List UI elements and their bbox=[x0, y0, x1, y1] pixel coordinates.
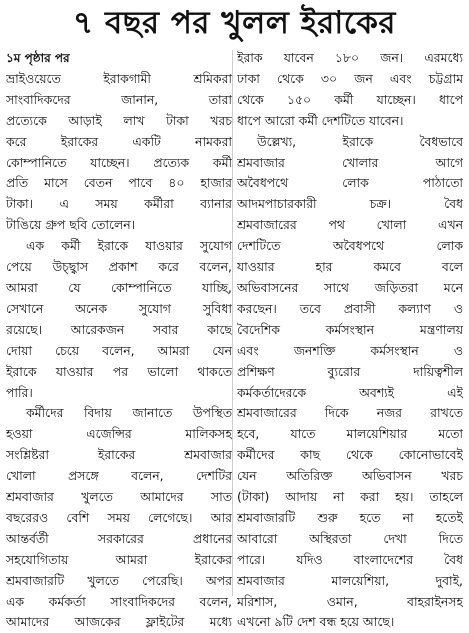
text-line: শ্রমবাজার খুলতে আমাদের সাত bbox=[6, 489, 232, 505]
text-line: ঢাকা থেকে ৩০ জন এবং চট্টগ্রাম bbox=[237, 70, 463, 86]
text-line: পেয়ে উচ্ছ্বাস প্রকাশ করে বলেন, bbox=[6, 259, 232, 275]
continuation-label: ১ম পৃষ্ঠার পর bbox=[6, 51, 70, 65]
text-line: প্রতি মাসে বেতন পাবে ৪০ হাজার bbox=[6, 175, 232, 191]
text-line: আবারো অস্থিরতা দেখা দিতে bbox=[237, 530, 463, 546]
text-line: ভ্রাইওয়েতে ইরাকগামী শ্রমিকরা bbox=[6, 70, 232, 86]
text-line: ধাপে আরো কর্মী দেশটিতে যাবেন। bbox=[237, 112, 404, 128]
text-line: হওয়া এজেন্সির মালিকসহ bbox=[6, 426, 232, 442]
text-line: আদমপাচারকারী চক্র। বৈধ bbox=[237, 196, 463, 212]
text-line: খোলা প্রসঙ্গে বলেন, দেশটির bbox=[6, 468, 232, 484]
text-line: শ্রমবাজারের দিকে নজর রাখতে bbox=[237, 405, 463, 421]
text-line: টাঙিয়ে গ্রুপ ছবি তোলেন। bbox=[6, 217, 136, 233]
text-line: উল্লেখ্য, ইরাকে বৈধভাবে bbox=[257, 133, 463, 149]
text-line: বছরেরও বেশি সময় লেগেছে। আর bbox=[6, 509, 232, 525]
text-line: শ্রমবাজার খোলার আগে bbox=[237, 154, 463, 170]
right-column bbox=[237, 48, 463, 633]
text-line: দেশটিতে অবৈধপথে লোক bbox=[237, 238, 463, 254]
text-line: কর্মীদের বিদায় জানাতে উপস্থিত bbox=[26, 405, 232, 421]
text-line: বৈদেশিক কর্মসংস্থান মন্ত্রণালয় bbox=[237, 321, 463, 337]
text-line: এখনো ৯টি দেশ বন্ধ হয়ে আছে। bbox=[237, 614, 395, 630]
left-column bbox=[6, 48, 232, 633]
text-line: প্রত্যেকে আড়াই লাখ টাকা খরচ bbox=[6, 112, 232, 128]
text-line: যাওয়ার হার কমবে বলে bbox=[237, 259, 463, 275]
text-line: এক কর্মী ইরাকে যাওয়ার সুযোগ bbox=[26, 238, 232, 254]
text-line: আমাদের আজকের ফ্লাইটের মধ্যে bbox=[6, 614, 232, 630]
text-line: দোয়া চেয়ে বলেন, আমরা যেন bbox=[6, 342, 232, 358]
text-line: মরিশাস, ওমান, বাহরাইনসহ bbox=[237, 593, 463, 609]
text-line: সাংবাদিকদের জানান, তারা bbox=[6, 91, 232, 107]
text-line: হবে, যাতে মালয়েশিয়ার মতো bbox=[237, 426, 463, 442]
text-line: সেখানে অনেক সুযোগ সুবিধা bbox=[6, 300, 232, 316]
text-line: শ্রমবাজারটি খুলতে পেরেছি। অপর bbox=[6, 572, 232, 588]
text-line: কর্মীদের কাছ থেকে কোনোভাবেই bbox=[237, 447, 463, 463]
text-line: অবৈধপথে লোক পাঠাতো bbox=[237, 175, 463, 191]
article-headline: ৭ বছর পর খুলল ইরাকের bbox=[73, 5, 396, 41]
text-line: কোম্পানিতে যাচ্ছেন। প্রত্যেক কর্মী bbox=[6, 154, 232, 170]
text-line: টাকা। এ সময় কর্মীরা ব্যানার bbox=[6, 196, 232, 212]
text-line: পারি। bbox=[6, 384, 33, 400]
right-column-text bbox=[237, 48, 463, 633]
text-line: শ্রমবাজারটি শুরু হতে না হতেই bbox=[237, 509, 463, 525]
text-line: পারে। যদিও বাংলাদেশের বৈধ bbox=[237, 551, 463, 567]
text-line: শ্রমবাজারের পথ খোলা এখন bbox=[237, 217, 463, 233]
text-line: ইরাকে যাওয়ার পর ভালো থাকতে bbox=[6, 363, 232, 379]
text-line: কর্মকর্তাদেরকে অবশ্যই এই bbox=[237, 384, 463, 400]
text-line: রয়েছে। আরেকজন সবার কাছে bbox=[6, 321, 232, 337]
text-line: অভিবাসনের সাথে জড়িতরা মনে bbox=[237, 279, 463, 295]
text-line: আমরা যে কোম্পানিতে যাচ্ছি, bbox=[6, 279, 232, 295]
column-divider bbox=[232, 50, 233, 596]
text-line: সহযোগিতায় আমরা ইরাকের bbox=[6, 551, 232, 567]
text-line: ইরাক যাবেন ১৮০ জন। এরমধ্যে bbox=[237, 50, 463, 65]
text-line: যেন অতিরিক্ত অভিবাসন খরচ bbox=[237, 468, 463, 484]
text-line: (টাকা) আদায় না করা হয়। তাহলে bbox=[237, 489, 463, 505]
text-line: সংশ্লিষ্টরা ইরাকের শ্রমবাজার bbox=[6, 447, 232, 463]
text-line: করছেন। তবে প্রবাসী কল্যাণ ও bbox=[237, 300, 463, 316]
text-line: প্রশিক্ষণ ব্যুরোর দায়িত্বশীল bbox=[237, 363, 463, 379]
text-line: করে ইরাকের একটি নামকরা bbox=[6, 133, 232, 149]
text-line: আন্তর্বর্তী সরকারের প্রধানের bbox=[6, 530, 232, 546]
text-line: শ্রমবাজার মালয়েশিয়া, দুবাই, bbox=[237, 572, 463, 588]
left-column-text bbox=[6, 69, 232, 633]
text-line: এবং জনশক্তি কর্মসংস্থান ও bbox=[237, 342, 463, 358]
text-line: থেকে ১৫০ কর্মী যাচ্ছেন। ধাপে bbox=[237, 91, 463, 107]
text-line: এক কর্মকর্তা সাংবাদিকদের বলেন, bbox=[6, 593, 232, 609]
